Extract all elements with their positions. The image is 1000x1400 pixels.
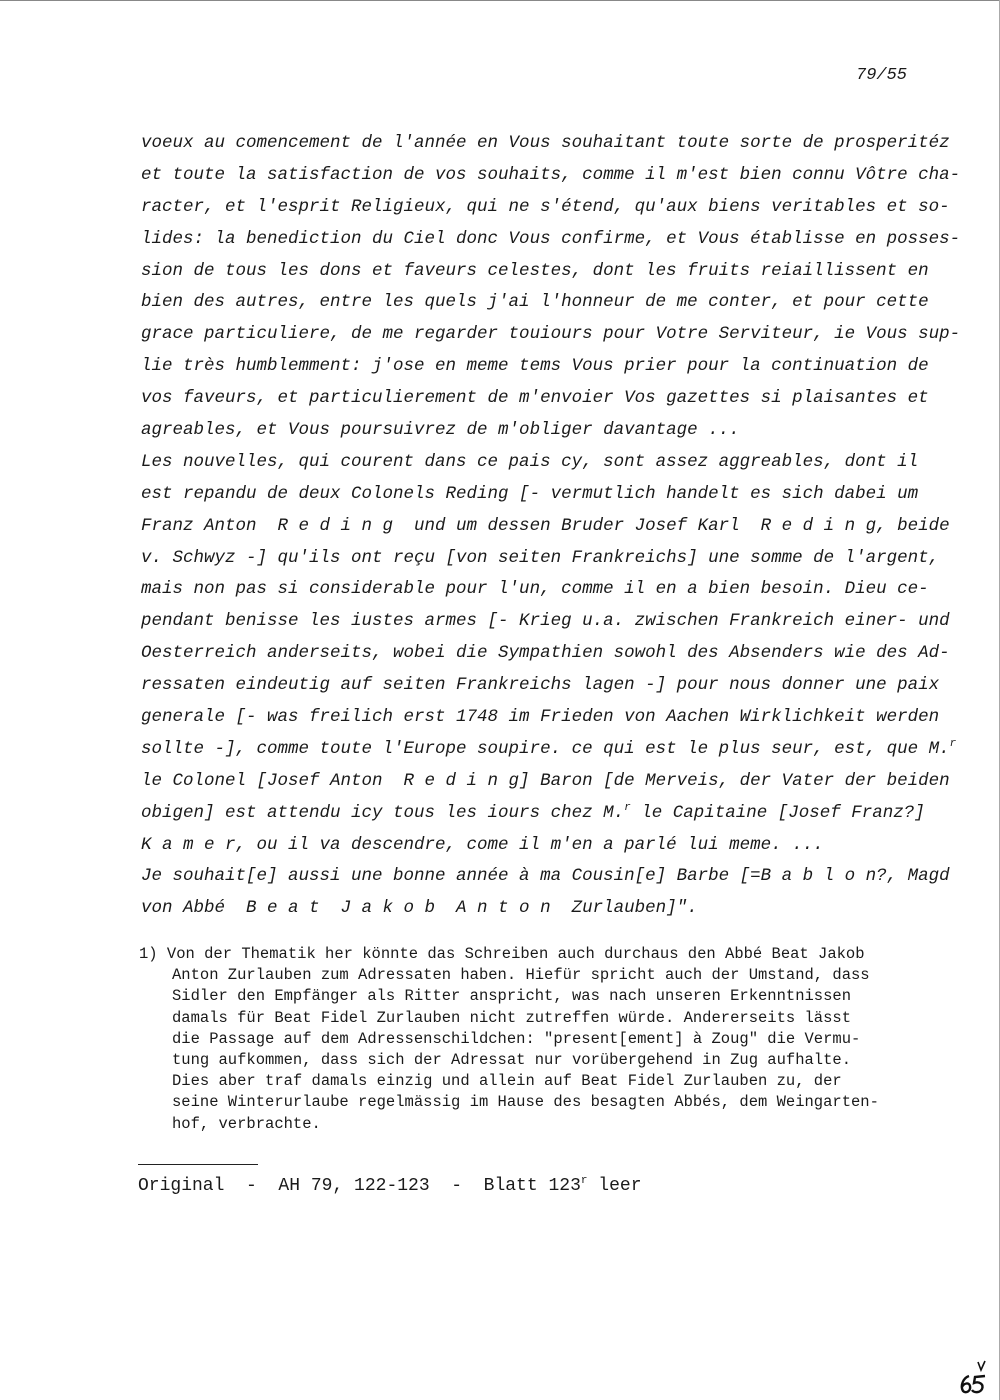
handwritten-folio-mark	[958, 1360, 988, 1394]
footnote-line: Dies aber traf damals einzig und allein auf Beat Fidel Zurlauben zu, der	[172, 1072, 842, 1091]
body-line: grace particuliere, de me regarder touiours pour Votre Serviteur, ie Vous sup-	[141, 324, 961, 345]
body-line: est repandu de deux Colonels Reding [- vermutlich handelt es sich dabei um	[141, 483, 919, 504]
source-divider	[138, 1164, 258, 1165]
body-line: sion de tous les dons et faveurs celestes, dont les fruits reiaillissent en	[141, 260, 929, 281]
body-line: generale [- was freilich erst 1748 im Frieden von Aachen Wirklichkeit werden	[141, 707, 940, 728]
body-line: Oesterreich anderseits, wobei die Sympathien sowohl des Absenders wie des Ad-	[141, 643, 950, 664]
footnote-line: tung aufkommen, dass sich der Adressat nur vorübergehend in Zug aufhalte.	[172, 1050, 852, 1069]
superscript-r: r	[624, 801, 631, 814]
source-suffix: leer	[587, 1176, 642, 1196]
body-line: Franz Anton R e d i n g und um dessen Bruder Josef Karl R e d i n g, beide	[141, 515, 950, 536]
footnote-marker: 1)	[139, 945, 158, 963]
source-superscript: r	[580, 1175, 588, 1187]
footnote-line: Anton Zurlauben zum Adressaten haben. Hiefür spricht auch der Umstand, dass	[172, 966, 870, 985]
body-line: von Abbé B e a t J a k o b A n t o n Zurlauben]".	[141, 898, 698, 919]
body-line: lie très humblemment: j'ose en meme tems Vous prier pour la continuation de	[141, 356, 929, 377]
body-line-tail: le Capitaine [Josef Franz?]	[630, 802, 925, 823]
letter-body	[141, 128, 961, 925]
body-line-text: obigen] est attendu icy tous les iours chez M.	[141, 802, 625, 823]
footnote-text: Von der Thematik her könnte das Schreiben auch durchaus den Abbé Beat Jakob	[166, 945, 865, 963]
body-line: racter, et l'esprit Religieux, qui ne s'étend, qu'aux biens veritables et so-	[141, 196, 950, 217]
body-line: K a m e r, ou il va descendre, come il m'en a parlé lui meme. ...	[141, 834, 824, 855]
body-line: lides: la benediction du Ciel donc Vous confirme, et Vous établisse en posses-	[141, 228, 961, 249]
body-line-text: sollte -], comme toute l'Europe soupire. ce qui est le plus seur, est, que M.	[141, 738, 950, 759]
footnote-line: die Passage auf dem Adressenschildchen: "present[ement] à Zoug" die Vermu-	[172, 1029, 861, 1048]
page-top-edge	[0, 0, 1000, 1]
footnote-line: hof, verbrachte.	[172, 1114, 321, 1133]
body-line-with-sup	[141, 734, 957, 766]
body-line: ressaten eindeutig auf seiten Frankreichs lagen -] pour nous donner une paix	[141, 675, 940, 696]
body-line: le Colonel [Josef Anton R e d i n g] Baron [de Merveis, der Vater der beiden	[141, 770, 950, 791]
body-line: voeux au comencement de l'année en Vous souhaitant toute sorte de prosperitéz	[141, 133, 950, 153]
body-line: mais non pas si considerable pour l'un, comme il en a bien besoin. Dieu ce-	[141, 579, 929, 600]
body-line: vos faveurs, et particulierement de m'envoier Vos gazettes si plaisantes et	[141, 388, 929, 409]
footnote-line: Sidler den Empfänger als Ritter anspricht, was nach unseren Erkenntnissen	[172, 987, 852, 1006]
body-line: pendant benisse les iustes armes [- Krieg u.a. zwischen Frankreich einer- und	[141, 611, 950, 632]
footnote	[139, 944, 939, 1135]
source-reference	[138, 1176, 642, 1196]
page-number: 79/55	[856, 66, 908, 85]
body-line: Les nouvelles, qui courent dans ce pais cy, sont assez aggreables, dont il	[141, 451, 919, 472]
footnote-line: damals für Beat Fidel Zurlauben nicht zutreffen würde. Andererseits lässt	[172, 1008, 852, 1027]
superscript-r: r	[949, 738, 957, 751]
footnote-first-line	[139, 944, 939, 965]
footnote-line: seine Winterurlaube regelmässig im Hause des besagten Abbés, dem Weingarten-	[172, 1093, 879, 1112]
body-line-with-sup	[141, 798, 931, 830]
body-line: v. Schwyz -] qu'ils ont reçu [von seiten Frankreichs] une somme de l'argent,	[141, 547, 940, 568]
body-line: et toute la satisfaction de vos souhaits, comme il m'est bien connu Vôtre cha-	[141, 164, 961, 185]
body-line: Je souhait[e] aussi une bonne année à ma Cousin[e] Barbe [=B a b l o n?, Magd	[141, 866, 950, 887]
body-line: bien des autres, entre les quels j'ai l'honneur de me conter, et pour cette	[141, 292, 929, 313]
body-line: agreables, et Vous poursuivrez de m'obliger davantage ...	[141, 420, 740, 441]
source-prefix: Original - AH 79, 122-123 - Blatt 123	[138, 1176, 581, 1196]
